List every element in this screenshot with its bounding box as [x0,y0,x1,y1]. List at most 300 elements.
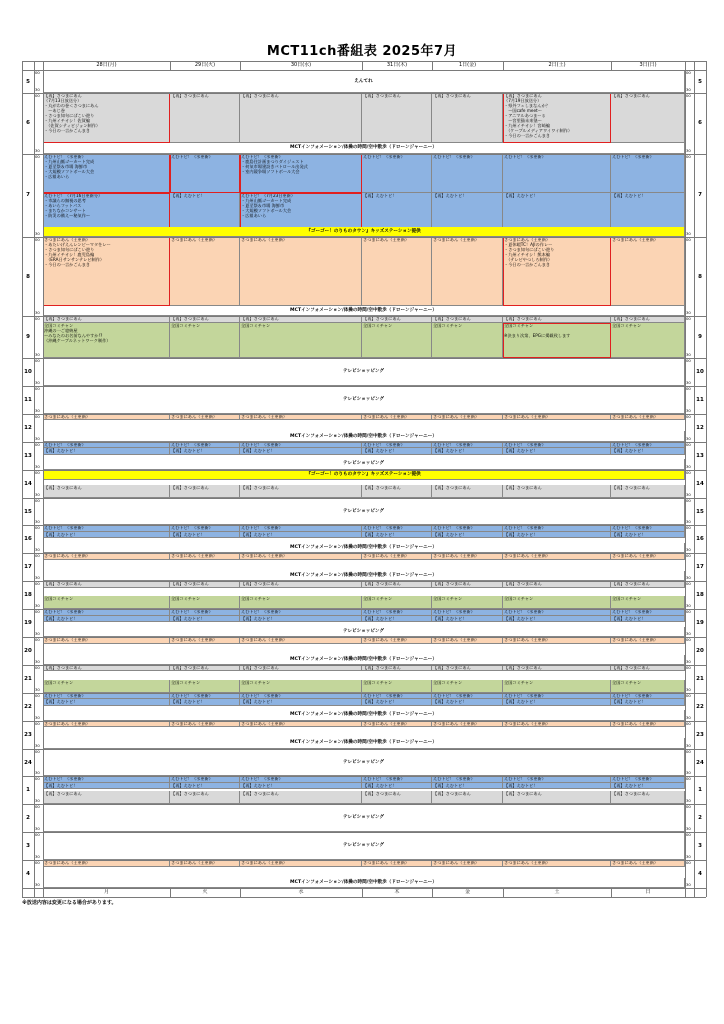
minute-left: 30 [35,714,40,720]
program-block[interactable]: えむトピ！（水更新） [611,154,685,194]
program-block[interactable]: えむトピ！（水更新） [240,609,362,616]
program-block[interactable]: えむトピ！（水更新） [170,776,240,783]
program-block[interactable]: えむトピ！（水更新） [503,154,611,194]
program-block[interactable]: 【再】さつまにあん [362,485,432,498]
minute-right: 30 [686,770,691,776]
minute-right: 00 [686,358,691,364]
program-block[interactable]: えむトピ！（水更新） [43,442,170,449]
program-block[interactable]: 【再】さつまにあん [240,316,362,323]
program-block[interactable]: さつまにあん（土更新） [43,637,170,644]
program-block[interactable]: さつまにあん（土更新） [432,721,503,728]
program-block[interactable]: 【再】えむトピ！ [362,699,432,706]
program-block[interactable]: 【再】さつまにあん [503,791,611,804]
program-block[interactable]: さつまにあん（土更新） [240,860,362,867]
program-block[interactable]: えむトピ！（水更新） [43,525,170,532]
program-block[interactable]: さつまにあん（土更新） [240,637,362,644]
program-block[interactable]: 全国コミチャン [432,596,503,609]
program-block[interactable]: 【再】えむトピ！ [611,616,685,623]
program-block[interactable]: MCTインフォメーション/体操の時間/空中散歩（ドローンジャーニー） [43,738,685,748]
program-block[interactable]: 【再】さつまにあん [362,791,432,804]
grid-line [34,61,35,897]
program-block[interactable]: 【再】えむトピ！ [432,448,503,455]
program-block[interactable]: 【再】えむトピ！ [611,532,685,539]
program-block[interactable]: 全国コミチャン [362,596,432,609]
program-block[interactable]: えむトピ！（水更新） [170,693,240,700]
program-block[interactable]: 【再】さつまにあん [611,93,685,143]
day-header: 30日(水) [290,62,312,68]
program-block[interactable]: 【再】さつまにあん [43,581,170,588]
minute-right: 30 [686,491,691,497]
program-block[interactable]: さつまにあん（土更新） [362,414,432,421]
program-block[interactable]: 全国コミチャン [432,323,503,358]
program-block[interactable]: 【再】さつまにあん [240,665,362,672]
program-block[interactable]: 【再】さつまにあん [170,485,240,498]
minute-right: 00 [686,720,691,726]
grid-line [22,693,706,694]
program-block[interactable]: 【再】さつまにあん [43,316,170,323]
program-block[interactable]: えむトピ！（水更新） [43,693,170,700]
program-block[interactable]: 【再】さつまにあん [43,485,170,498]
day-header: 3日(日) [639,62,657,68]
day-header: 2日(土) [548,62,566,68]
program-block[interactable]: 【再】さつまにあん [611,581,685,588]
program-block[interactable]: 【再】さつまにあん [170,93,240,143]
minute-right: 00 [686,70,691,75]
program-block[interactable]: 【再】さつまにあん [362,581,432,588]
minute-left: 00 [35,70,40,75]
minute-left: 30 [35,407,40,413]
program-block[interactable]: 【再】えむトピ！ [432,193,503,230]
program-block[interactable]: 【再】えむトピ！ [362,532,432,539]
program-block[interactable]: テレビショッピング [43,627,685,637]
program-block[interactable]: えむトピ！（水更新） [611,693,685,700]
program-block[interactable]: MCTインフォメーション/体操の時間/空中散歩（ドローンジャーニー） [43,143,685,153]
grid-line [22,888,706,889]
program-block[interactable]: さつまにあん（土更新） [170,414,240,421]
minute-right: 00 [686,469,691,475]
program-block[interactable]: テレビショッピング [43,749,685,777]
minute-right: 30 [686,519,691,525]
hour-label-right: 8 [698,273,702,280]
program-block[interactable]: 【再】さつまにあん [240,581,362,588]
grid-line [22,553,706,554]
minute-right: 00 [686,609,691,615]
minute-right: 30 [686,231,691,237]
program-block[interactable]: 全国コミチャン [432,680,503,693]
program-block[interactable]: 【再】えむトピ！ [43,616,170,623]
program-block[interactable]: 全国コミチャン [170,323,240,358]
program-block[interactable]: 『ゴーゴー！のりものタウン』キッズステーション提供 [43,470,685,480]
minute-right: 30 [686,798,691,804]
minute-right: 00 [686,237,691,243]
grid-line [22,237,706,238]
program-block[interactable]: さつまにあん（土更新） [611,414,685,421]
program-block[interactable]: さつまにあん（土更新） [611,637,685,644]
program-block[interactable]: 【再】えむトピ！ [43,532,170,539]
hour-label-left: 18 [24,592,32,599]
program-block[interactable]: 全国コミチャン [362,323,432,358]
program-block[interactable]: えむトピ！（水更新） [432,154,503,194]
program-block[interactable]: MCTインフォメーション/体操の時間/空中散歩（ドローンジャーニー） [43,306,685,316]
grid-line [22,749,706,750]
program-block[interactable]: えむトピ！（水更新） [240,776,362,783]
day-footer: 水 [298,889,304,895]
program-block[interactable]: 全国コミチャン [503,680,611,693]
program-block[interactable]: さつまにあん（土更新） [503,721,611,728]
program-block[interactable]: 【再】さつまにあん [503,485,611,498]
program-block[interactable]: えむトピ！（水更新） [362,154,432,194]
program-block[interactable]: さつまにあん（土更新） [432,237,503,306]
program-block[interactable]: 【再】えむトピ！ [43,699,170,706]
grid-line [43,61,44,897]
hour-label-right: 18 [696,592,704,599]
program-block[interactable]: 【再】えむトピ！ [240,616,362,623]
hour-label-right: 22 [696,703,704,710]
program-block[interactable]: 【再】さつまにあん [611,485,685,498]
program-block[interactable]: 【再】さつまにあん [432,485,503,498]
program-block[interactable]: さつまにあん（土更新） [43,721,170,728]
program-block[interactable]: 【再】えむトピ！ [503,532,611,539]
program-block[interactable]: 【再】えむトピ！ [170,616,240,623]
program-block[interactable]: 【再】えむトピ！ [43,783,170,790]
program-block[interactable]: MCTインフォメーション/体操の時間/空中散歩（ドローンジャーニー） [43,655,685,665]
program-block[interactable]: 全国コミチャン [240,596,362,609]
program-block[interactable]: 【再】さつまにあん [432,581,503,588]
program-block[interactable]: 全国コミチャン [611,680,685,693]
day-footer: 火 [202,889,208,895]
hour-label-right: 5 [698,78,702,85]
program-block[interactable]: さつまにあん（土更新） [170,553,240,560]
program-block[interactable]: 【再】さつまにあん [170,581,240,588]
program-block[interactable]: 【再】さつまにあん [170,791,240,804]
program-block[interactable]: えむトピ！（水更新） [43,776,170,783]
program-block[interactable]: 【再】さつまにあん [432,316,503,323]
program-block[interactable]: さつまにあん（土更新） [432,553,503,560]
program-block[interactable]: えむトピ！（水更新） [240,525,362,532]
program-block[interactable]: さつまにあん（土更新） [170,237,240,306]
day-header: 29日(火) [194,62,216,68]
program-block[interactable]: さつまにあん（土更新） [503,860,611,867]
program-block[interactable]: さつまにあん（土更新） [43,414,170,421]
minute-left: 00 [35,720,40,726]
program-block[interactable]: テレビショッピング [43,804,685,832]
program-block[interactable]: えむトピ！（水更新） [432,442,503,449]
hour-label-right: 3 [698,843,702,850]
program-block[interactable]: MCTインフォメーション/体操の時間/空中散歩（ドローンジャーニー） [43,543,685,553]
program-block[interactable]: MCTインフォメーション/体操の時間/空中散歩（ドローンジャーニー） [43,431,685,441]
program-block[interactable]: 【再】さつまにあん [240,485,362,498]
hour-label-right: 13 [696,452,704,459]
program-block[interactable]: 【再】えむトピ！ [170,532,240,539]
minute-left: 30 [35,519,40,525]
program-block[interactable]: 【再】えむトピ！ [611,193,685,230]
minute-right: 00 [686,637,691,643]
minute-left: 30 [35,770,40,776]
program-block[interactable]: さつまにあん（土更新） [432,414,503,421]
program-block[interactable]: 【再】さつまにあん [43,791,170,804]
program-block[interactable]: 【再】えむトピ！ [432,532,503,539]
program-block[interactable]: さつまにあん（土更新） [170,721,240,728]
program-block[interactable]: えむトピ！（水更新） [611,442,685,449]
program-block[interactable]: えむトピ！（水更新） [503,776,611,783]
program-block[interactable]: えむトピ！（水更新） [170,609,240,616]
program-block[interactable]: 【再】さつまにあん [503,316,611,323]
minute-right: 30 [686,147,691,153]
minute-right: 00 [686,153,691,159]
grid-line [694,61,695,897]
program-block[interactable]: 【再】えむトピ！ [362,193,432,230]
minute-right: 30 [686,463,691,469]
grid-line [22,721,706,722]
grid-line [22,860,706,861]
program-block[interactable]: 【再】さつまにあん （7月13日放送分） ・丸がわの巻＜さつまにあん ～あじ巻 ・さつま知句にばこい遊り ・九州イチオシ！佐賀編 （佐賀シティビジョン制作） ・今日の一言かごんまき [43,93,170,143]
program-block[interactable]: 【再】さつまにあん [43,665,170,672]
program-block[interactable]: 【再】えむトピ！ [362,448,432,455]
minute-left: 30 [35,742,40,748]
program-block[interactable]: 【再】さつまにあん [432,791,503,804]
program-block[interactable]: 【再】さつまにあん [170,316,240,323]
hour-label-left: 12 [24,424,32,431]
program-block[interactable]: 【再】えむトピ！ [362,616,432,623]
program-block[interactable]: 【再】さつまにあん [362,665,432,672]
program-block[interactable]: えむトピ！（水更新） [240,693,362,700]
program-block[interactable]: さつまにあん（土更新） [611,237,685,306]
program-block[interactable]: 【再】えむトピ！ [611,448,685,455]
program-block[interactable]: 【再】えむトピ！ [240,783,362,790]
grid-line [22,581,706,582]
program-block[interactable]: 【再】さつまにあん [170,665,240,672]
minute-left: 30 [35,435,40,441]
program-block[interactable]: 【再】えむトピ！ [503,783,611,790]
program-block[interactable]: 【再】えむトピ！ [240,448,362,455]
hour-label-right: 9 [698,334,702,341]
program-block[interactable]: さつまにあん（土更新） ・夏休暇TC！AJIの作レー ・さつま知句にばこい遊り ・九州イチオシ！熊本編 （テレビやつしろ制作） ・今日の一言かごんまき [503,237,611,306]
hour-label-right: 21 [696,675,704,682]
program-block[interactable]: 【再】さつまにあん [432,665,503,672]
program-block[interactable]: えむトピ！（水更新） [170,525,240,532]
minute-left: 30 [35,231,40,237]
minute-right: 30 [686,380,691,386]
program-block[interactable]: テレビショッピング [43,358,685,386]
grid-line [503,888,504,897]
program-block[interactable]: さつまにあん（土更新） [240,414,362,421]
program-block[interactable]: えむトピ！（水更新） [170,442,240,449]
program-block[interactable]: 全国コミチャン ※決まり次第、EPGに掲載致します [503,323,611,358]
program-block[interactable]: 【再】えむトピ！ [432,699,503,706]
program-block[interactable]: 【再】さつまにあん [432,93,503,143]
program-block[interactable]: えむトピ！（水更新） [503,609,611,616]
minute-right: 30 [686,714,691,720]
program-block[interactable]: えむトピ！（水更新） [170,154,240,194]
program-block[interactable]: 【再】さつまにあん （7月19日放送分） ・県外フェしまなんか？ ～国cafe meet～ ・アニマルあつまーる ～宮里猫未来塾～ ・九州イチオシ！宮崎編 （ケーブルメディアワイワイ制作） ・今日の一言かごんまき [503,93,611,143]
program-block[interactable]: 【再】さつまにあん [240,791,362,804]
minute-right: 30 [686,658,691,664]
program-block[interactable]: テレビショッピング [43,832,685,860]
program-block[interactable]: えむトピ！（水更新） [362,776,432,783]
program-block[interactable]: えむトピ！（水更新） [43,609,170,616]
program-block[interactable]: 【再】えむトピ！ [432,783,503,790]
program-block[interactable]: えむトピ！（水更新） [611,776,685,783]
program-block[interactable]: 【再】えむトピ！ [170,699,240,706]
program-block[interactable]: えむトピ！（7月23日更新） ・九州山脈ゴーカート完成 ・夏至祭＆市場 海鮮市 ・大規模ソフトボール大会 ・広報あいら [240,193,362,230]
program-block[interactable]: えむトピ！（水更新） [503,442,611,449]
program-block[interactable]: さつまにあん（土更新） [503,414,611,421]
program-block[interactable]: 【再】えむトピ！ [611,783,685,790]
hour-label-left: 9 [26,334,30,341]
minute-right: 30 [686,352,691,358]
program-block[interactable]: えむトピ！（水更新） [240,442,362,449]
program-block[interactable]: えむトピ！（水更新） [611,609,685,616]
program-block[interactable]: えむトピ！（水更新） [503,525,611,532]
minute-right: 00 [686,386,691,392]
program-block[interactable]: えむトピ！（水更新） [611,525,685,532]
program-block[interactable]: さつまにあん（土更新） [503,553,611,560]
minute-right: 00 [686,832,691,838]
grid-line [22,498,706,499]
program-block[interactable]: 全国コミチャン [611,323,685,358]
hour-label-right: 2 [698,815,702,822]
program-block[interactable]: 全国コミチャン [240,680,362,693]
program-block[interactable]: テレビショッピング [43,459,685,469]
hour-label-right: 17 [696,564,704,571]
program-block[interactable]: 【再】えむトピ！ [503,699,611,706]
minute-left: 30 [35,147,40,153]
program-block[interactable]: 全国コミチャン [43,596,170,609]
program-block[interactable]: さつまにあん（土更新） [432,860,503,867]
program-block[interactable]: 【再】えむトピ！ [240,532,362,539]
hour-label-left: 1 [26,787,30,794]
hour-label-right: 4 [698,871,702,878]
program-block[interactable]: 全国コミチャン [43,680,170,693]
minute-left: 30 [35,491,40,497]
program-block[interactable]: えむトピ！（水更新） ・九州山脈ゴーカート完成 ・夏至祭＆市場 海鮮市 ・大規模ソフトボール大会 ・広報あいら [43,154,170,194]
hour-label-left: 5 [26,78,30,85]
minute-right: 00 [686,93,691,99]
program-block[interactable]: えんてれ [43,70,685,93]
day-footer: 金 [464,889,470,895]
grid-line [362,888,363,897]
program-block[interactable]: えむトピ！（水更新） [432,609,503,616]
program-block[interactable]: さつまにあん（土更新） [503,637,611,644]
program-block[interactable]: 【再】えむトピ！ [240,699,362,706]
grid-line [22,832,706,833]
program-block[interactable]: 【再】えむトピ！ [503,448,611,455]
hour-label-right: 12 [696,424,704,431]
minute-right: 30 [686,575,691,581]
hour-label-right: 19 [696,620,704,627]
program-block[interactable]: MCTインフォメーション/体操の時間/空中散歩（ドローンジャーニー） [43,571,685,581]
program-block[interactable]: 全国コミチャン [240,323,362,358]
program-block[interactable]: 全国コミチャン [362,680,432,693]
minute-right: 00 [686,664,691,670]
program-block[interactable]: 【再】えむトピ！ [503,193,611,230]
program-block[interactable]: えむトピ！（水更新） [362,693,432,700]
program-block[interactable]: 全国コミチャン [503,596,611,609]
minute-right: 30 [686,87,691,93]
program-block[interactable]: さつまにあん（土更新） [240,721,362,728]
program-block[interactable]: さつまにあん（土更新） [362,637,432,644]
program-block[interactable]: 【再】さつまにあん [503,581,611,588]
program-block[interactable]: さつまにあん（土更新） [170,860,240,867]
program-block[interactable]: えむトピ！（水更新） ・鹿島住計画まつりダイジェスト ・何気市場建設きバトロール出発式 ・室内競争場ソフトボール大会 [240,154,362,194]
program-block[interactable]: えむトピ！（水更新） [432,525,503,532]
program-block[interactable]: 【再】えむトピ！ [611,699,685,706]
program-block[interactable]: 【再】さつまにあん [503,665,611,672]
program-block[interactable]: えむトピ！（水更新） [362,609,432,616]
program-block[interactable]: さつまにあん（土更新） [362,237,432,306]
program-block[interactable]: さつまにあん（土更新） [611,553,685,560]
program-block[interactable]: さつまにあん（土更新） [43,860,170,867]
hour-label-left: 8 [26,273,30,280]
program-block[interactable]: 全国コミチャン 沖縄の一ご寝納屋 ～みなたのお名前なんやすか!? （沖縄ケーブルネットワーク制作） [43,323,170,358]
program-block[interactable]: 【再】えむトピ！ [170,783,240,790]
program-block[interactable]: さつまにあん（土更新） [611,860,685,867]
program-block[interactable]: さつまにあん（土更新） [362,721,432,728]
minute-left: 30 [35,380,40,386]
program-block[interactable]: MCTインフォメーション/体操の時間/空中散歩（ドローンジャーニー） [43,878,685,888]
program-block[interactable]: さつまにあん（土更新） ・あたいげえんレンピーマタをレー ・さつま知句にばこい遊り ・九州イチオシ！鹿児島編 （ERA日サンサンテレビ制作） ・今日の一言かごんまき [43,237,170,306]
hour-label-left: 22 [24,703,32,710]
program-block[interactable]: さつまにあん（土更新） [170,637,240,644]
minute-left: 30 [35,603,40,609]
grid-line [22,61,706,62]
minute-left: 30 [35,310,40,316]
program-block[interactable]: 【再】さつまにあん [611,316,685,323]
program-block[interactable]: 【再】さつまにあん [362,316,432,323]
program-block[interactable]: 【再】えむトピ！ [170,193,240,230]
program-block[interactable]: さつまにあん（土更新） [362,860,432,867]
program-block[interactable]: さつまにあん（土更新） [362,553,432,560]
program-block[interactable]: えむトピ！（水更新） [432,693,503,700]
program-block[interactable]: 【再】さつまにあん [611,791,685,804]
minute-right: 30 [686,826,691,832]
minute-right: 30 [686,631,691,637]
program-block[interactable]: 【再】さつまにあん [240,93,362,143]
program-block[interactable]: 全国コミチャン [170,680,240,693]
program-block[interactable]: さつまにあん（土更新） [240,237,362,306]
program-block[interactable]: 【再】えむトピ！ [432,616,503,623]
program-block[interactable]: 全国コミチャン [611,596,685,609]
minute-left: 30 [35,352,40,358]
hour-label-left: 4 [26,871,30,878]
hour-label-left: 11 [24,396,32,403]
program-block[interactable]: 【再】えむトピ！ [43,448,170,455]
program-block[interactable]: 『ゴーゴー！のりものタウン』キッズステーション提供 [43,227,685,237]
program-block[interactable]: 【再】さつまにあん [611,665,685,672]
minute-left: 30 [35,658,40,664]
program-block[interactable]: 【再】えむトピ！ [362,783,432,790]
program-block[interactable]: テレビショッピング [43,386,685,414]
program-block[interactable]: 【再】さつまにあん [362,93,432,143]
program-block[interactable]: 【再】えむトピ！ [503,616,611,623]
minute-right: 00 [686,804,691,810]
program-block[interactable]: MCTインフォメーション/体操の時間/空中散歩（ドローンジャーニー） [43,710,685,720]
program-block[interactable]: さつまにあん（土更新） [432,637,503,644]
program-block[interactable]: さつまにあん（土更新） [43,553,170,560]
program-block[interactable]: えむトピ！（水更新） [362,442,432,449]
program-block[interactable]: テレビショッピング [43,498,685,526]
program-block[interactable]: えむトピ！（7月16日更新分） ・市議らの無視の思考 ・あいらフットパス ・まちなかコンサート ・防災の備え～秘気作～ [43,193,170,230]
program-block[interactable]: えむトピ！（水更新） [503,693,611,700]
program-block[interactable]: 【再】えむトピ！ [170,448,240,455]
program-block[interactable]: えむトピ！（水更新） [362,525,432,532]
program-block[interactable]: 全国コミチャン [170,596,240,609]
program-block[interactable]: さつまにあん（土更新） [240,553,362,560]
grid-line [22,609,706,610]
minute-right: 30 [686,547,691,553]
program-block[interactable]: さつまにあん（土更新） [611,721,685,728]
program-block[interactable]: えむトピ！（水更新） [432,776,503,783]
